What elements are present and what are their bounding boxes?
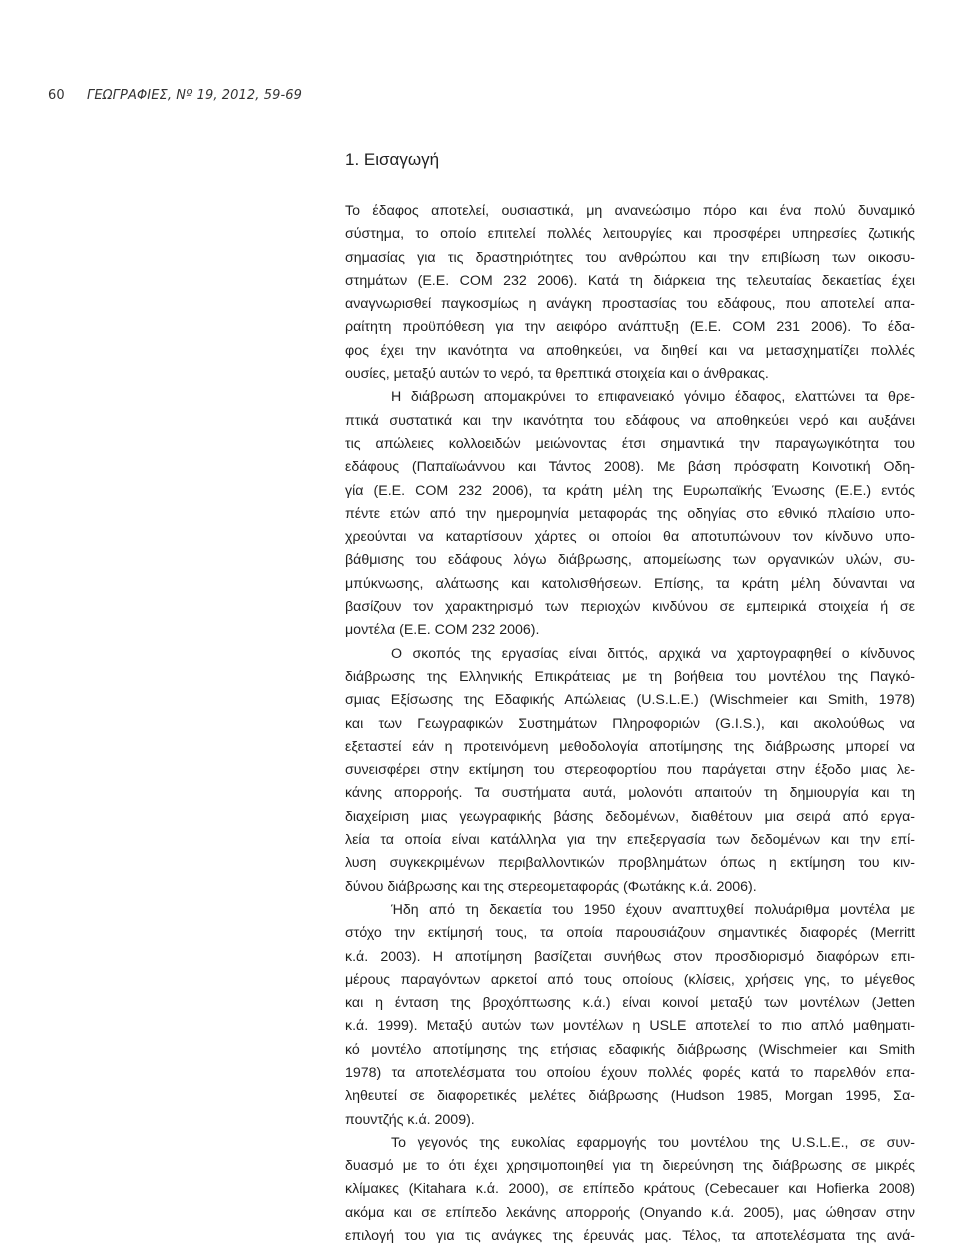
text-line: λεία τα οποία είναι κατάλληλα για την επεξεργασία των δεδομένων και την επί- xyxy=(345,832,915,849)
journal-citation: ΓΕΩΓΡΑΦΙΕΣ, Nº 19, 2012, 59-69 xyxy=(86,88,303,103)
text-line: διάβρωσης της Ελληνικής Επικράτειας με τη βοήθεια του μοντέλου της Παγκό- xyxy=(345,668,915,685)
text-line: κό μοντέλο αποτίμησης της ετήσιας εδαφικής διάβρωσης (Wischmeier και Smith xyxy=(345,1041,915,1058)
text-line: ραίτητη προϋπόθεση για την αειφόρο ανάπτυξη (Ε.Ε. COM 231 2006). Το έδα- xyxy=(345,319,915,336)
text-line: στημάτων (Ε.Ε. COM 232 2006). Κατά τη διάρκεια της τελευταίας δεκαετίας έχει xyxy=(345,272,915,289)
text-line: μοντέλα (Ε.Ε. COM 232 2006). xyxy=(345,622,540,639)
text-line: στόχο την εκτίμησή τους, τα οποία παρουσιάζουν σημαντικές διαφορές (Merritt xyxy=(345,925,915,942)
running-header xyxy=(48,88,302,103)
text-line: επιλογή του για τις ανάγκες της έρευνάς μας. Τέλος, τα αποτελέσματα της ανά- xyxy=(345,1228,915,1245)
text-line: βάθμισης του εδάφους λόγω διάβρωσης, απομείωσης των οργανικών υλών, συ- xyxy=(345,552,915,569)
text-line: πέντε ετών από την ημερομηνία μεταφοράς της οδηγίας στο εθνικό πλαίσιο υπο- xyxy=(345,505,915,522)
text-line: κ.ά. 1999). Μεταξύ αυτών των μοντέλων η USLE αποτελεί το πιο απλό μαθηματι- xyxy=(345,1018,915,1035)
page-number: 60 xyxy=(48,88,65,103)
text-line: χρεούνται να καταρτίσουν χάρτες οι οποίοι θα αποτυπώνουν τον κίνδυνο υπο- xyxy=(345,529,915,546)
text-line: σύστημα, το οποίο επιτελεί πολλές λειτουργίες και προσφέρει υπηρεσίες ζωτικής xyxy=(345,226,915,243)
text-line: εδάφους (Παπαϊωάννου και Τάντος 2008). Με βάση πρόσφατη Κοινοτική Οδη- xyxy=(345,459,915,476)
text-line: μέρους παραγόντων αρκετοί από τους οποίους (κλίσεις, χρήσεις γης, το μέγεθος xyxy=(345,971,915,988)
text-line: Το γεγονός της ευκολίας εφαρμογής του μοντέλου της U.S.L.E., σε συν- xyxy=(391,1134,915,1151)
text-line: πουντζής κ.ά. 2009). xyxy=(345,1111,475,1128)
body-text xyxy=(345,200,915,1248)
text-line: συνεισφέρει στην εκτίμηση του στερεοφορτίου που παράγεται στην έξοδο μιας λε- xyxy=(345,762,915,779)
text-line: Ο σκοπός της εργασίας είναι διττός, αρχικά να χαρτογραφηθεί ο κίνδυνος xyxy=(391,645,915,662)
text-line: Το έδαφος αποτελεί, ουσιαστικά, μη ανανεώσιμο πόρο και ένα πολύ δυναμικό xyxy=(345,203,915,219)
text-line: δυασμό με το ότι έχει χρησιμοποιηθεί για τη διερεύνηση της διάβρωσης σε μικρές xyxy=(345,1158,915,1175)
text-line: πτικά συστατικά και την ικανότητα του εδάφους να αποθηκεύει νερό και αυξάνει xyxy=(345,412,915,429)
text-line: βασίζουν τον χαρακτηρισμό των περιοχών κινδύνου σε εμπειρικά στοιχεία ή σε xyxy=(345,599,915,616)
text-line: ληθευτεί σε διαφορετικές μελέτες διάβρωσης (Hudson 1985, Morgan 1995, Σα- xyxy=(345,1088,915,1105)
text-line: σμιας Εξίσωσης της Εδαφικής Απώλειας (U.S.L.E.) (Wischmeier και Smith, 1978) xyxy=(345,692,915,709)
text-line: γία (Ε.Ε. COM 232 2006), τα κράτη μέλη της Ευρωπαϊκής Ένωσης (Ε.Ε.) εντός xyxy=(345,482,915,499)
text-line: Ήδη από τη δεκαετία του 1950 έχουν αναπτυχθεί πολυάριθμα μοντέλα με xyxy=(391,901,915,918)
text-line: ουσίες, μεταξύ αυτών το νερό, τα θρεπτικά στοιχεία και ο άνθρακας. xyxy=(345,366,769,383)
text-line: εξεταστεί εάν η προτεινόμενη μεθοδολογία αποτίμησης της διάβρωσης μπορεί να xyxy=(345,738,915,755)
text-line: και η ένταση της βροχόπτωσης κ.ά.) είναι κοινοί μεταξύ των μοντέλων (Jetten xyxy=(345,995,915,1012)
section-title: 1. Εισαγωγή xyxy=(345,150,440,169)
text-line: δύνου διάβρωσης και της στερεομεταφοράς (Φωτάκης κ.ά. 2006). xyxy=(345,878,757,895)
text-line: σημασίας για τις δραστηριότητες του ανθρώπου και την επιβίωση των οικοσυ- xyxy=(345,249,915,266)
text-line: λυση συγκεκριμένων περιβαλλοντικών προβλημάτων όπως η εκτίμηση του κιν- xyxy=(345,855,915,872)
text-line: κάνης απορροής. Τα συστήματα αυτά, μολονότι απαιτούν τη δημιουργία και τη xyxy=(345,785,915,802)
text-line: ακόμα και σε επίπεδο λεκάνης απορροής (Onyando κ.ά. 2005), μας ώθησαν στην xyxy=(345,1204,915,1221)
text-line: αναγνωρισθεί παγκοσμίως η ανάγκη προστασίας του εδάφους, που αποτελεί απα- xyxy=(345,296,915,313)
text-line: Η διάβρωση απομακρύνει το επιφανειακό γόνιμο έδαφος, ελαττώνει τα θρε- xyxy=(391,389,915,406)
text-line: και των Γεωγραφικών Συστημάτων Πληροφοριών (G.I.S.), και ακολούθως να xyxy=(345,715,915,732)
text-line: διαχείριση μιας γεωγραφικής βάσης δεδομένων, διαθέτουν μια σειρά από εργα- xyxy=(345,808,915,825)
text-line: φος έχει την ικανότητα να αποθηκεύει, να διηθεί και να μετασχηματίζει πολλές xyxy=(345,342,915,359)
text-line: κλίμακες (Kitahara κ.ά. 2000), σε επίπεδο κράτους (Cebecauer και Hofierka 2008) xyxy=(345,1181,915,1198)
text-line: 1978) τα αποτελέσματα του οποίου έχουν πολλές φορές κατά το παρελθόν επα- xyxy=(345,1064,915,1081)
text-line: τις απώλειες κολλοειδών μειώνοντας έτσι σημαντικά την παραγωγικότητα του xyxy=(345,435,915,452)
text-line: μπύκνωσης, αλάτωσης και κατολισθήσεων. Επίσης, τα κράτη μέλη δύνανται να xyxy=(345,575,915,592)
text-line: κ.ά. 2003). Η αποτίμηση βασίζεται συνήθως στον προσδιορισμό διαφόρων επι- xyxy=(345,948,915,965)
